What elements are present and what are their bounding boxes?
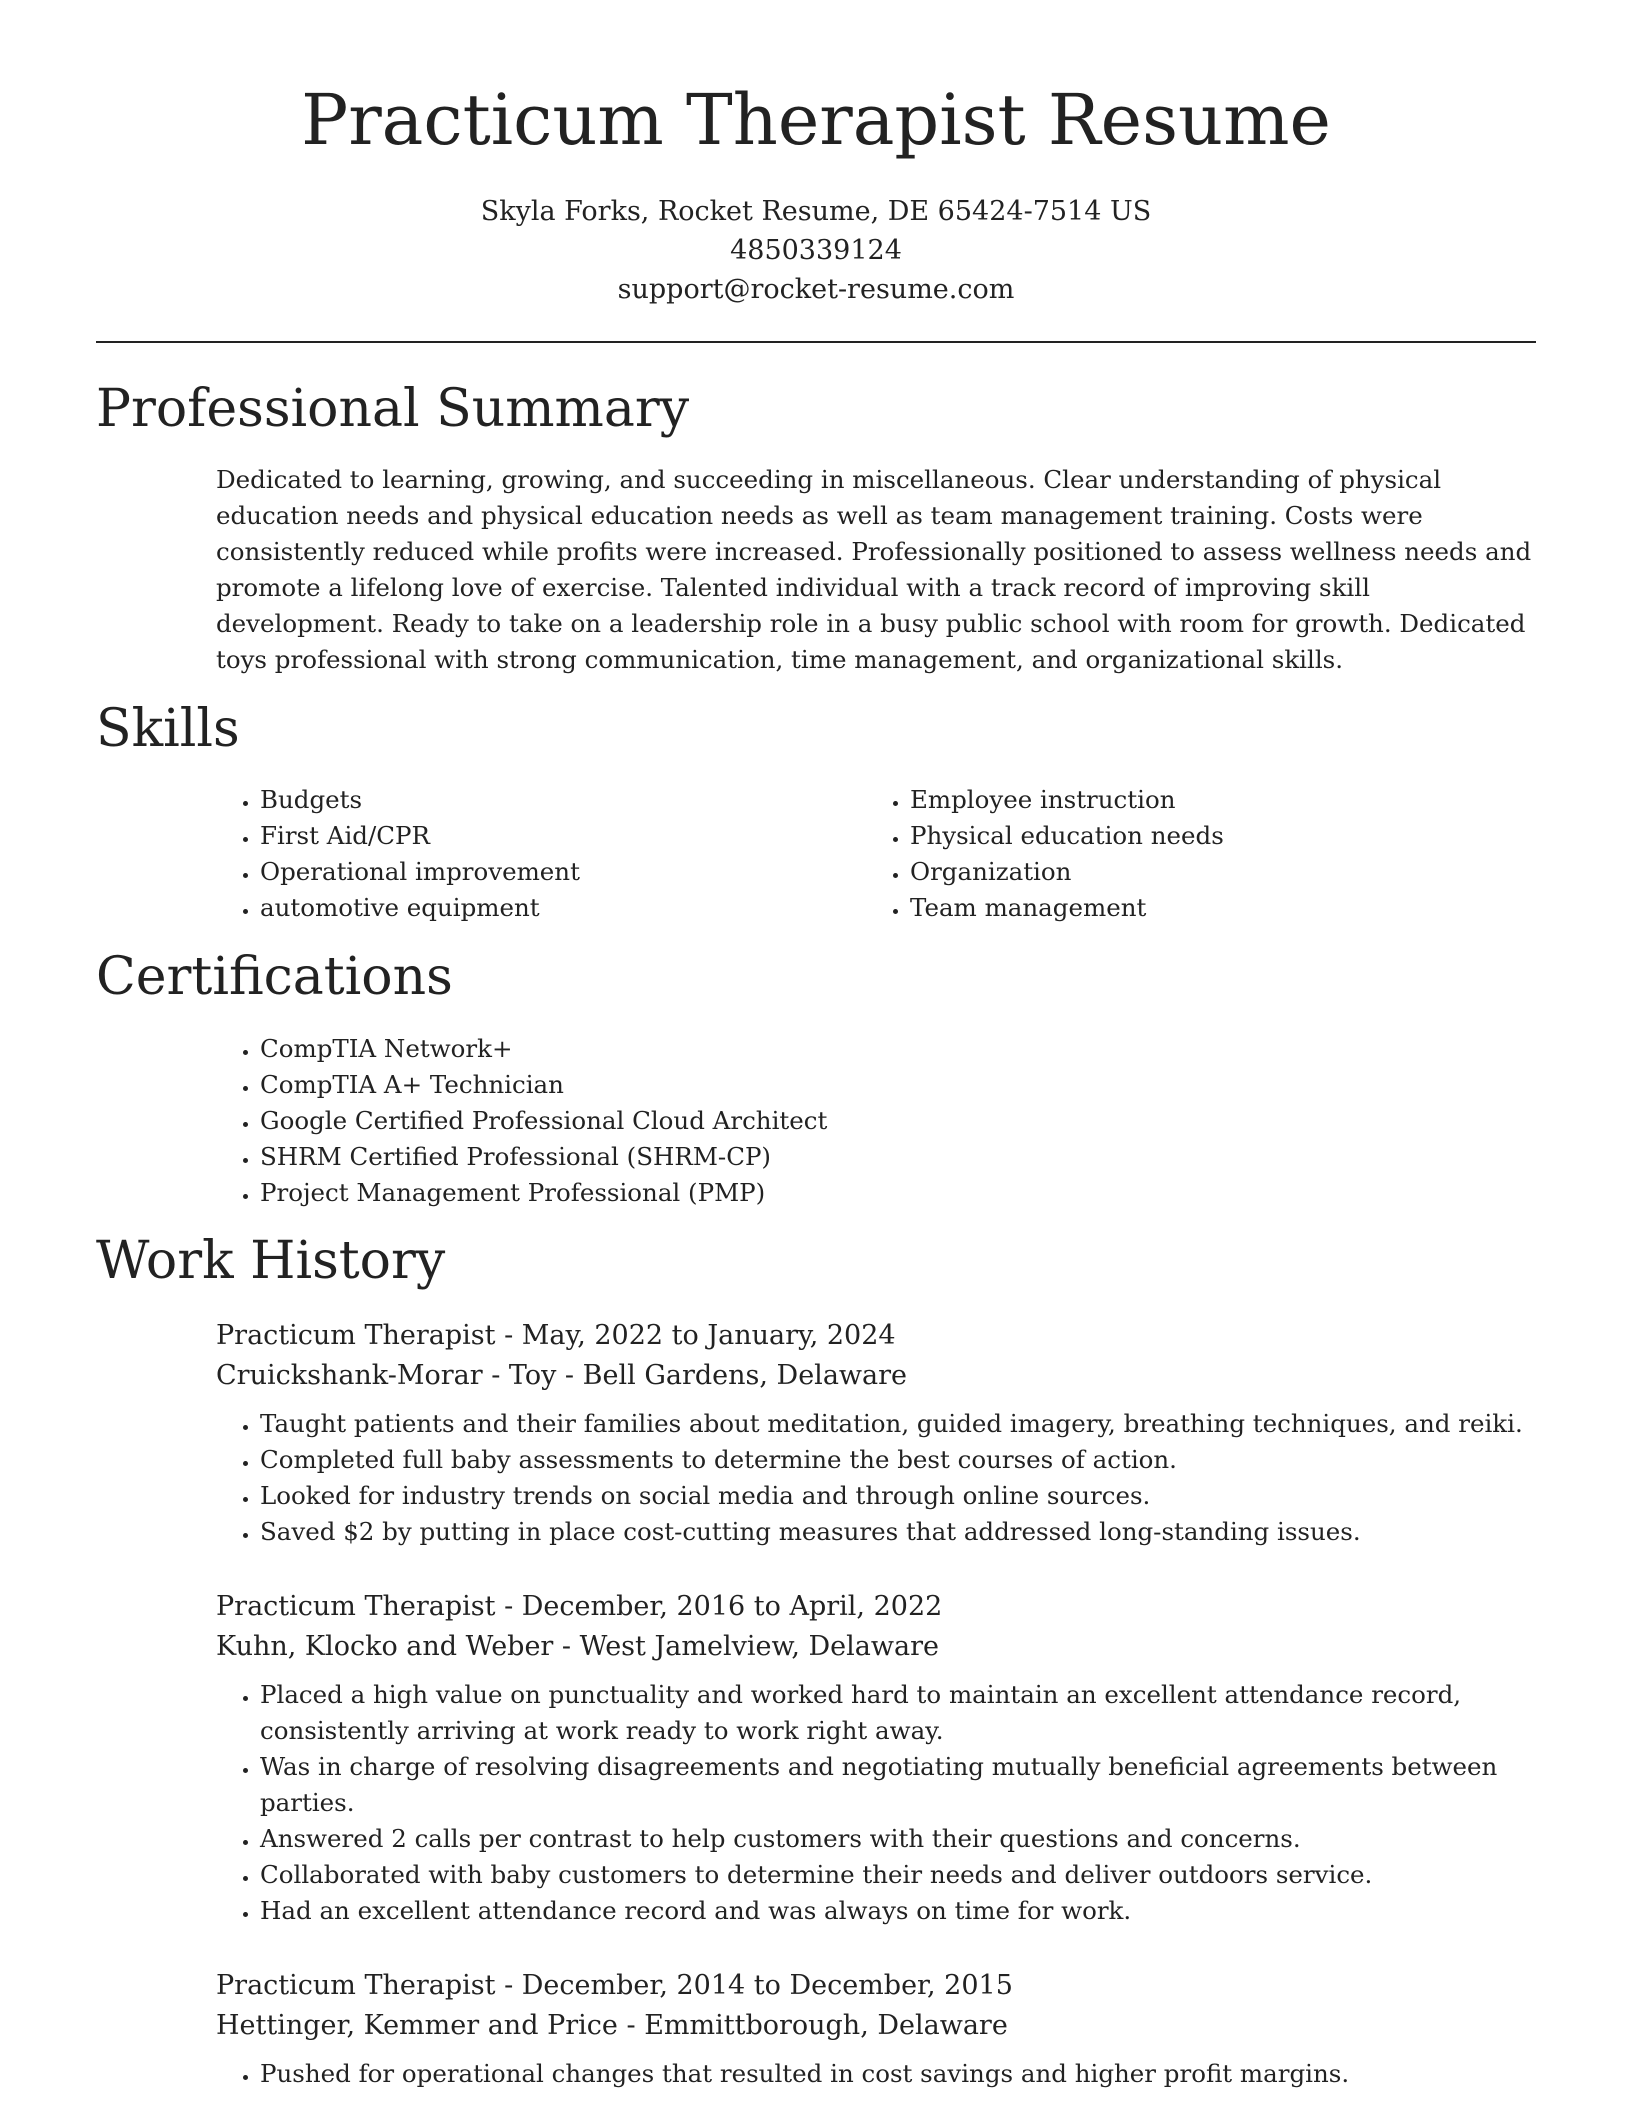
skills-column-left [216, 782, 836, 926]
certification-item: • Google Certified Professional Cloud Architect [260, 1103, 1516, 1139]
skills-heading: Skills [96, 699, 240, 759]
certification-item: • Project Management Professional (PMP) [260, 1175, 1516, 1211]
job-bullet: • Answered 2 calls per contrast to help customers with their questions and concerns. [260, 1821, 1536, 1857]
certifications-heading: Certifications [96, 947, 453, 1007]
summary-heading: Professional Summary [96, 379, 690, 439]
certification-item: • SHRM Certified Professional (SHRM-CP) [260, 1139, 1516, 1175]
job-title-line: Practicum Therapist - May, 2022 to January, 2024 [216, 1320, 896, 1351]
job-bullet: • Completed full baby assessments to determine the best courses of action. [260, 1442, 1536, 1478]
header-divider [96, 341, 1536, 343]
contact-block [0, 192, 1632, 309]
job-dates: May, 2022 to January, 2024 [521, 1320, 896, 1351]
job-dates: December, 2014 to December, 2015 [521, 1970, 1013, 2001]
job-bullet: • Placed a high value on punctuality and worked hard to maintain an excellent attendance record, consistently arriving at work ready to work right away. [260, 1677, 1536, 1749]
resume-title: Practicum Therapist Resume [301, 79, 1331, 161]
job-entry [216, 1966, 1536, 2092]
job-location: West Jamelview, Delaware [579, 1631, 939, 1662]
skill-item: • automotive equipment [260, 890, 836, 926]
job-title: Practicum Therapist [216, 1970, 496, 2001]
job-company-line: Kuhn, Klocko and Weber - West Jamelview, Delaware [216, 1631, 939, 1662]
job-title: Practicum Therapist [216, 1320, 496, 1351]
job-bullet: • Taught patients and their families about meditation, guided imagery, breathing techniques, and reiki. [260, 1406, 1536, 1442]
contact-email: support@rocket-resume.com [617, 274, 1015, 305]
job-bullet: • Saved $2 by putting in place cost-cutting measures that addressed long-standing issues. [260, 1514, 1536, 1550]
job-bullet: • Collaborated with baby customers to determine their needs and deliver outdoors service. [260, 1857, 1536, 1893]
skill-item: • Team management [910, 890, 1486, 926]
job-entry [216, 1587, 1536, 1929]
certifications-list [216, 1031, 1516, 1211]
summary-text: Dedicated to learning, growing, and succeeding in miscellaneous. Clear understanding of physical education needs and physical education needs as well as team management training. Costs were consistently reduced while profits were increased. Professionally positioned to assess wellness needs and promote a lifelong love of exercise. Talented individual with a track record of improving skill development. Ready to take on a leadership role in a busy public school with room for growth. Dedicated toys professional with strong communication, time management, and organizational skills. [216, 465, 1532, 674]
skill-item: • Operational improvement [260, 854, 836, 890]
skill-item: • Budgets [260, 782, 836, 818]
job-dates: December, 2016 to April, 2022 [521, 1591, 943, 1622]
job-location: Emmittborough, Delaware [644, 2010, 1008, 2041]
job-title: Practicum Therapist [216, 1591, 496, 1622]
work-history-heading: Work History [96, 1231, 446, 1291]
job-bullets [216, 2056, 1536, 2092]
job-bullets [216, 1406, 1536, 1550]
skill-item: • Organization [910, 854, 1486, 890]
certification-item: • CompTIA A+ Technician [260, 1067, 1516, 1103]
job-bullet: • Was in charge of resolving disagreements and negotiating mutually beneficial agreements between parties. [260, 1749, 1536, 1821]
job-bullet: • Pushed for operational changes that resulted in cost savings and higher profit margins. [260, 2056, 1536, 2092]
job-company: Hettinger, Kemmer and Price [216, 2010, 618, 2041]
skill-item: • Employee instruction [910, 782, 1486, 818]
skill-item: • Physical education needs [910, 818, 1486, 854]
job-company: Cruickshank-Morar - Toy [216, 1360, 557, 1391]
job-company: Kuhn, Klocko and Weber [216, 1631, 554, 1662]
contact-phone: 4850339124 [730, 235, 902, 266]
job-bullet: • Had an excellent attendance record and was always on time for work. [260, 1893, 1536, 1929]
job-bullets [216, 1677, 1536, 1929]
job-title-line: Practicum Therapist - December, 2014 to December, 2015 [216, 1970, 1013, 2001]
job-company-line: Cruickshank-Morar - Toy - Bell Gardens, Delaware [216, 1360, 908, 1391]
job-company-line: Hettinger, Kemmer and Price - Emmittborough, Delaware [216, 2010, 1008, 2041]
job-entry [216, 1316, 1536, 1550]
contact-address: Skyla Forks, Rocket Resume, DE 65424-7514 US [480, 196, 1152, 227]
job-location: Bell Gardens, Delaware [582, 1360, 908, 1391]
skills-column-right [866, 782, 1486, 926]
certification-item: • CompTIA Network+ [260, 1031, 1516, 1067]
job-bullet: • Looked for industry trends on social media and through online sources. [260, 1478, 1536, 1514]
skill-item: • First Aid/CPR [260, 818, 836, 854]
job-title-line: Practicum Therapist - December, 2016 to April, 2022 [216, 1591, 943, 1622]
